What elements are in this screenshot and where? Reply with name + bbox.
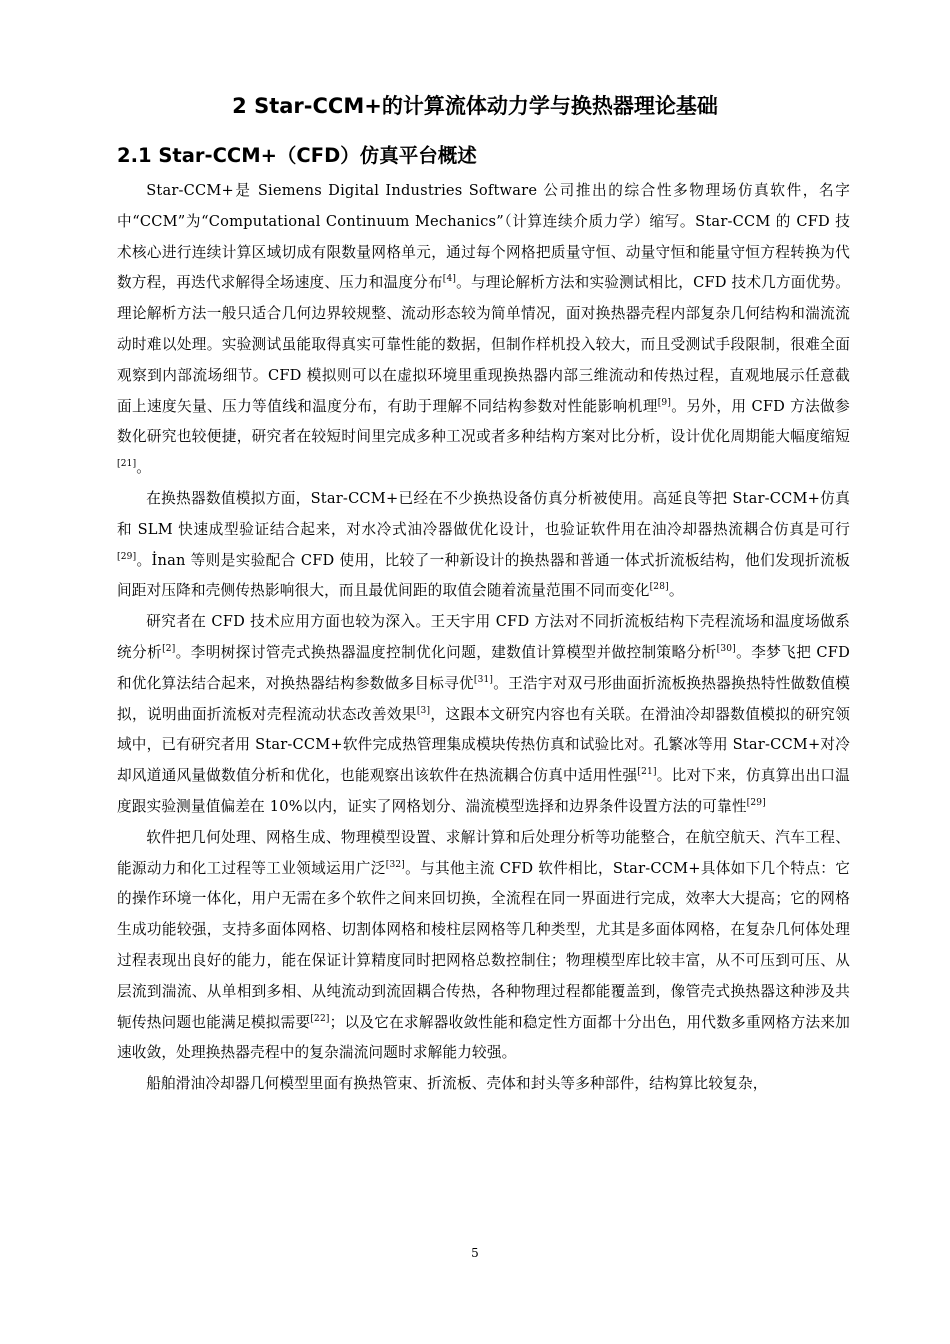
text-run: 船舶滑油冷却器几何模型里面有换热管束、折流板、壳体和封头等多种部件，结构算比较复杂，	[146, 1075, 768, 1093]
text-run: Star-CCM+是 Siemens Digital Industries Software 公司推出的综合性多物理场仿真软件，名字中“CCM”为“Computational Continuum Mechanics”（计算连续介质力学）缩写。Star-CCM 的 CFD 技术核心进行连续计算区域切成有限数量网格单元，通过每个网格把质量守恒、动量守恒和能量守恒方程转换为代数方程，再迭代求解得全场速度、压力和温度分布	[117, 182, 850, 292]
chapter-title: 2 Star-CCM+的计算流体动力学与换热器理论基础	[232, 94, 718, 118]
text-run: 软件把几何处理、网格生成、物理模型设置、求解计算和后处理分析等功能整合，在航空航天、汽车工程、能源动力和化工过程等工业领域运用广泛	[117, 828, 850, 877]
citation-ref: [22]	[310, 1013, 330, 1024]
text-run: 。李明树探讨管壳式换热器温度控制优化问题，建数值计算模型并做控制策略分析	[175, 643, 717, 661]
citation-ref: [28]	[649, 582, 669, 593]
paragraph	[117, 484, 850, 607]
citation-ref: [2]	[162, 644, 176, 655]
section-title: 2.1 Star-CCM+（CFD）仿真平台概述	[117, 144, 477, 167]
text-run: 。	[136, 459, 152, 477]
text-run: ，这跟本文研究内容也有关联。在滑油冷却器数值模拟的研究领域中，已有研究者用 Star-CCM+软件完成热管理集成模块传热仿真和试验比对。孔繁冰等用 Star-CCM+对冷却风道通风量做数值分析和优化，也能观察出该软件在热流耦合仿真中适用性强	[117, 705, 850, 785]
paragraph	[117, 823, 850, 1069]
text-run: 。与其他主流 CFD 软件相比，Star-CCM+具体如下几个特点：它的操作环境一体化，用户无需在多个软件之间来回切换，全流程在同一界面进行完成，效率大大提高；它的网格生成功能较强，支持多面体网格、切割体网格和棱柱层网格等几种类型，尤其是多面体网格，在复杂几何体处理过程表现出良好的能力，能在保证计算精度同时把网格总数控制住；物理模型库比较丰富，从不可压到可压、从层流到湍流、从单相到多相、从纯流动到流固耦合传热，各种物理过程都能覆盖到，像管壳式换热器这种涉及共轭传热问题也能满足模拟需要	[117, 859, 850, 1031]
citation-ref: [21]	[637, 767, 657, 778]
text-run: 。另外，用 CFD 方法做参数化研究也较便捷，研究者在较短时间里完成多种工况或者多种结构方案对比分析，设计优化周期能大幅度缩短	[117, 397, 850, 446]
paragraph	[117, 607, 850, 823]
page-number: 5	[471, 1246, 479, 1260]
citation-ref: [31]	[473, 674, 494, 685]
text-run: 。与理论解析方法和实验测试相比，CFD 技术几方面优势。理论解析方法一般只适合几何边界较规整、流动形态较为简单情况，面对换热器壳程内部复杂几何结构和湍流流动时难以处理。实验测试虽能取得真实可靠性能的数据，但制作样机投入较大，而且受测试手段限制，很难全面观察到内部流场细节。CFD 模拟则可以在虚拟环境里重现换热器内部三维流动和传热过程，直观地展示任意截面上速度矢量、压力等值线和温度分布，有助于理解不同结构参数对性能影响机理	[117, 274, 851, 415]
citation-ref: [3]	[416, 705, 431, 716]
citation-ref: [29]	[117, 551, 137, 562]
paragraph	[117, 176, 850, 484]
paragraph	[117, 1069, 850, 1100]
text-run: 在换热器数值模拟方面，Star-CCM+已经在不少换热设备仿真分析被使用。高延良等把 Star-CCM+仿真和 SLM 快速成型验证结合起来，对水冷式油冷器做优化设计，也验证软件用在油冷却器热流耦合仿真是可行	[117, 489, 850, 538]
text-run: ；以及它在求解器收敛性能和稳定性方面都十分出色，用代数多重网格方法来加速收敛，处理换热器壳程中的复杂湍流问题时求解能力较强。	[117, 1013, 850, 1062]
citation-ref: [30]	[716, 644, 736, 655]
citation-ref: [32]	[385, 859, 406, 870]
citation-ref: [9]	[657, 397, 672, 408]
text-run: 。	[668, 582, 684, 600]
body-text	[117, 176, 850, 1100]
citation-ref: [4]	[442, 274, 457, 285]
text-run: 。李梦飞把 CFD 和优化算法结合起来，对换热器结构参数做多目标寻优	[117, 643, 850, 692]
text-run: 。İnan 等则是实验配合 CFD 使用，比较了一种新设计的换热器和普通一体式折流板结构，他们发现折流板间距对压降和壳侧传热影响很大，而且最优间距的取值会随着流量范围不同而变化	[117, 551, 850, 600]
text-run: 。王浩宇对双弓形曲面折流板换热器换热特性做数值模拟，说明曲面折流板对壳程流动状态改善效果	[117, 674, 850, 723]
text-run: 研究者在 CFD 技术应用方面也较为深入。王天宇用 CFD 方法对不同折流板结构下壳程流场和温度场做系统分析	[117, 613, 850, 661]
citation-ref: [29]	[746, 798, 766, 809]
citation-ref: [21]	[117, 459, 137, 470]
text-run: 。比对下来，仿真算出出口温度跟实验测量值偏差在 10%以内，证实了网格划分、湍流模型选择和边界条件设置方法的可靠性	[117, 767, 850, 815]
